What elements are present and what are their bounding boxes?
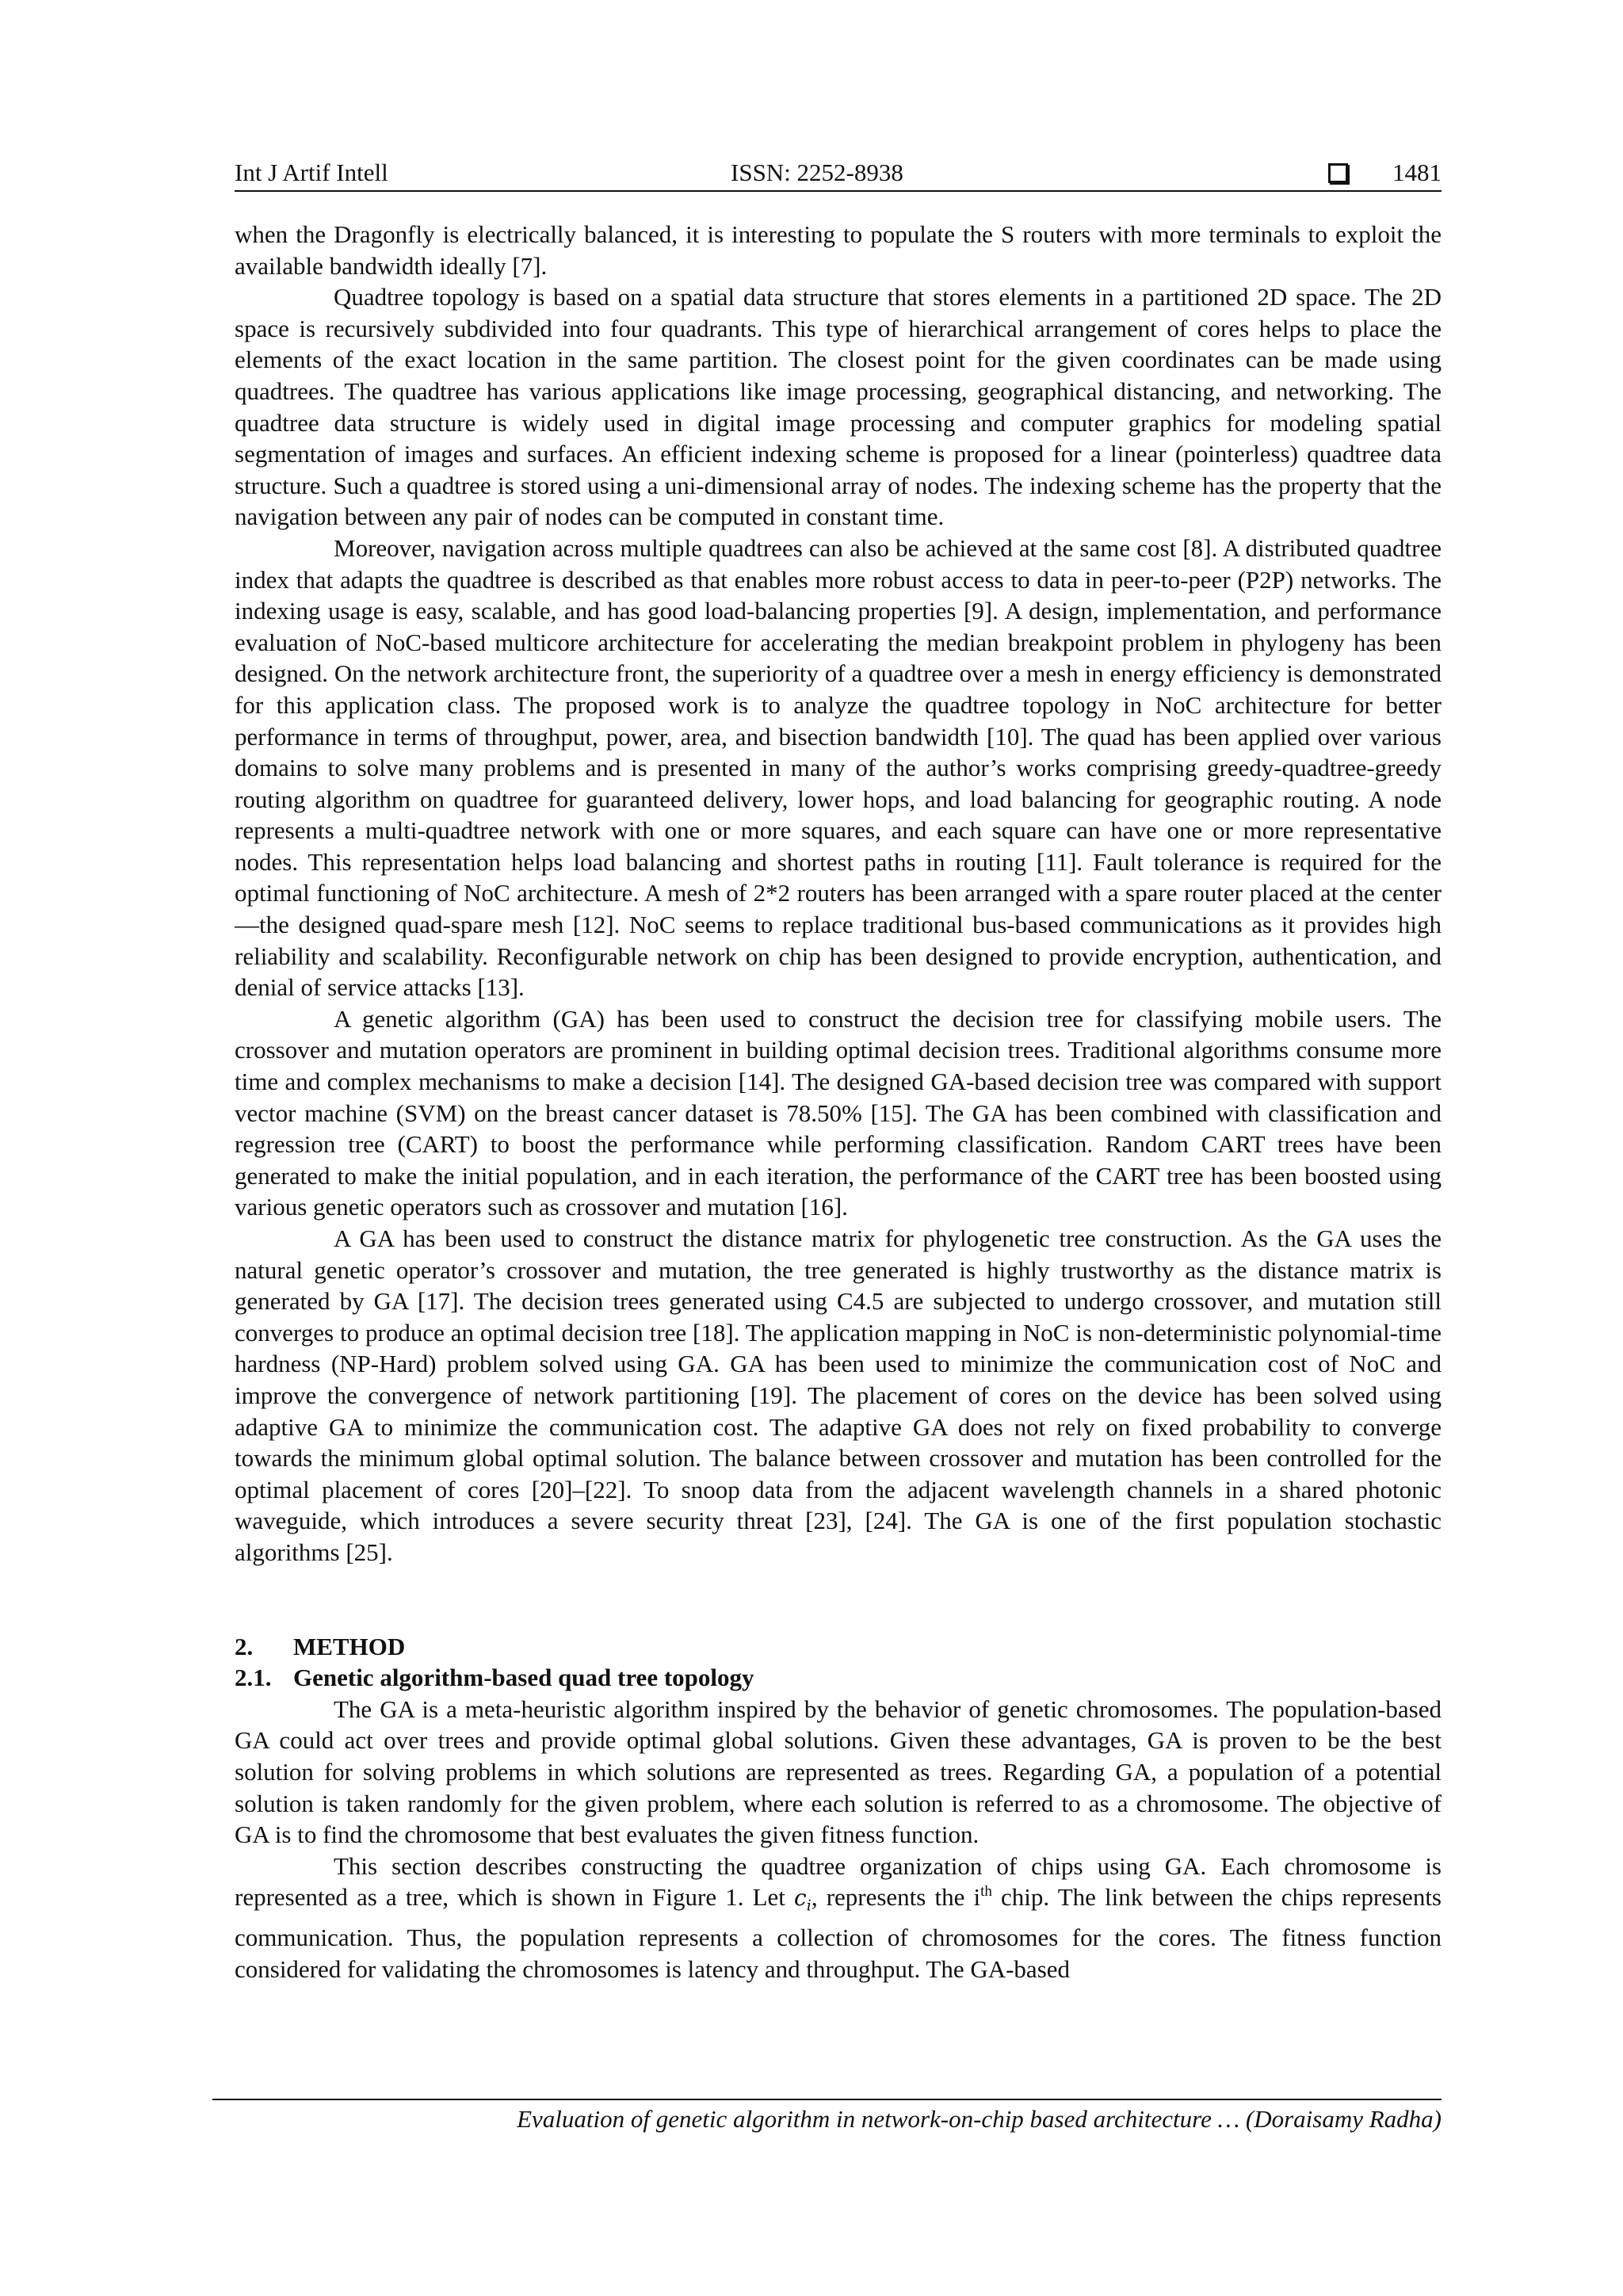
math-variable: $c_i$ <box>794 1885 812 1915</box>
page-body <box>235 219 1442 1985</box>
paragraph: A GA has been used to construct the distance matrix for phylogenetic tree construction. As the GA uses the natural genetic operator’s crossover and mutation, the tree generated is highly trustworthy as the distance matrix is generated by GA [17]. The decision trees generated using C4.5 are subjected to undergo crossover, and mutation still converges to produce an optimal decision tree [18]. The application mapping in NoC is non-deterministic polynomial-time hardness (NP-Hard) problem solved using GA. GA has been used to minimize the communication cost of NoC and improve the convergence of network partitioning [19]. The placement of cores on the device has been solved using adaptive GA to minimize the communication cost. The adaptive GA does not rely on fixed probability to converge towards the minimum global optimal solution. The balance between crossover and mutation has been controlled for the optimal placement of cores [20]–[22]. To snoop data from the adjacent wavelength channels in a shared photonic waveguide, which introduces a severe security threat [23], [24]. The GA is one of the first population stochastic algorithms [25]. <box>235 1224 1442 1566</box>
page-header <box>235 155 1442 190</box>
paragraph <box>235 1851 1442 1985</box>
journal-name: Int J Artif Intell <box>235 159 388 186</box>
subsection-number: 2.1. <box>235 1664 272 1692</box>
paragraph-text: chip. The link between the chips represents communication. Thus, the population represents a collection of chromosomes for the cores. The fitness function considered for validating the chromosomes is latency and throughput. The GA-based <box>235 1883 1442 1984</box>
section-number: 2. <box>235 1632 254 1660</box>
square-box-icon <box>1328 163 1348 183</box>
running-footer: Evaluation of genetic algorithm in network-on-chip based architecture … (Doraisamy Radha) <box>517 2105 1442 2133</box>
page-number: 1481 <box>1392 159 1442 186</box>
paragraph: Quadtree topology is based on a spatial data structure that stores elements in a partitioned 2D space. The 2D space is recursively subdivided into four quadrants. This type of hierarchical arrangement of cores helps to place the elements of the exact location in the same partition. The closest point for the given coordinates can be made using quadtrees. The quadtree has various applications like image processing, geographical distancing, and networking. The quadtree data structure is widely used in digital image processing and computer graphics for modeling spatial segmentation of images and surfaces. An efficient indexing scheme is proposed for a linear (pointerless) quadtree data structure. Such a quadtree is stored using a uni-dimensional array of nodes. The indexing scheme has the property that the navigation between any pair of nodes can be computed in constant time. <box>235 283 1442 531</box>
section-title: METHOD <box>293 1632 406 1660</box>
paragraph: Moreover, navigation across multiple quadtrees can also be achieved at the same cost [8]. A distributed quadtree index that adapts the quadtree is described as that enables more robust access to data in peer-to-peer (P2P) networks. The indexing usage is easy, scalable, and has good load-balancing properties [9]. A design, implementation, and performance evaluation of NoC-based multicore architecture for accelerating the median breakpoint problem in phylogeny has been designed. On the network architecture front, the superiority of a quadtree over a mesh in energy efficiency is demonstrated for this application class. The proposed work is to analyze the quadtree topology in NoC architecture for better performance in terms of throughput, power, area, and bisection bandwidth [10]. The quad has been applied over various domains to solve many problems and is presented in many of the author’s works comprising greedy-quadtree-greedy routing algorithm on quadtree for guaranteed delivery, lower hops, and load balancing for geographic routing. A node represents a multi-quadtree network with one or more squares, and each square can have one or more representative nodes. This representation helps load balancing and shortest paths in routing [11]. Fault tolerance is required for the optimal functioning of NoC architecture. A mesh of 2*2 routers has been arranged with a spare router placed at the center—the designed quad-spare mesh [12]. NoC seems to replace traditional bus-based communications as it provides high reliability and scalability. Reconfigurable network on chip has been designed to provide encryption, authentication, and denial of service attacks [13]. <box>235 533 1442 1002</box>
superscript: th <box>980 1883 992 1901</box>
issn: ISSN: 2252-8938 <box>731 159 903 186</box>
paragraph: The GA is a meta-heuristic algorithm inspired by the behavior of genetic chromosomes. The population-based GA could act over trees and provide optimal global solutions. Given these advantages, GA is proven to be the best solution for solving problems in which solutions are represented as trees. Regarding GA, a population of a potential solution is taken randomly for the given problem, where each solution is referred to as a chromosome. The objective of GA is to find the chromosome that best evaluates the given fitness function. <box>235 1694 1442 1849</box>
header-rule <box>235 190 1442 192</box>
paragraph: when the Dragonfly is electrically balanced, it is interesting to populate the S routers with more terminals to exploit the available bandwidth ideally [7]. <box>235 220 1442 280</box>
subsection-title: Genetic algorithm-based quad tree topology <box>293 1664 754 1692</box>
section-heading <box>235 1631 1442 1663</box>
subsection-heading <box>235 1662 1442 1694</box>
paragraph-text: , represents the i <box>811 1883 981 1912</box>
paragraph-text: This section describes constructing the quadtree organization of chips using GA. Each chromosome is represented as a tree, which is shown in Figure 1. Let <box>235 1851 1442 1912</box>
paragraph: A genetic algorithm (GA) has been used to construct the decision tree for classifying mobile users. The crossover and mutation operators are prominent in building optimal decision trees. Traditional algorithms consume more time and complex mechanisms to make a decision [14]. The designed GA-based decision tree was compared with support vector machine (SVM) on the breast cancer dataset is 78.50% [15]. The GA has been combined with classification and regression tree (CART) to boost the performance while performing classification. Random CART trees have been generated to make the initial population, and in each iteration, the performance of the CART tree has been boosted using various genetic operators such as crossover and mutation [16]. <box>235 1004 1442 1221</box>
footer-rule <box>212 2099 1442 2100</box>
